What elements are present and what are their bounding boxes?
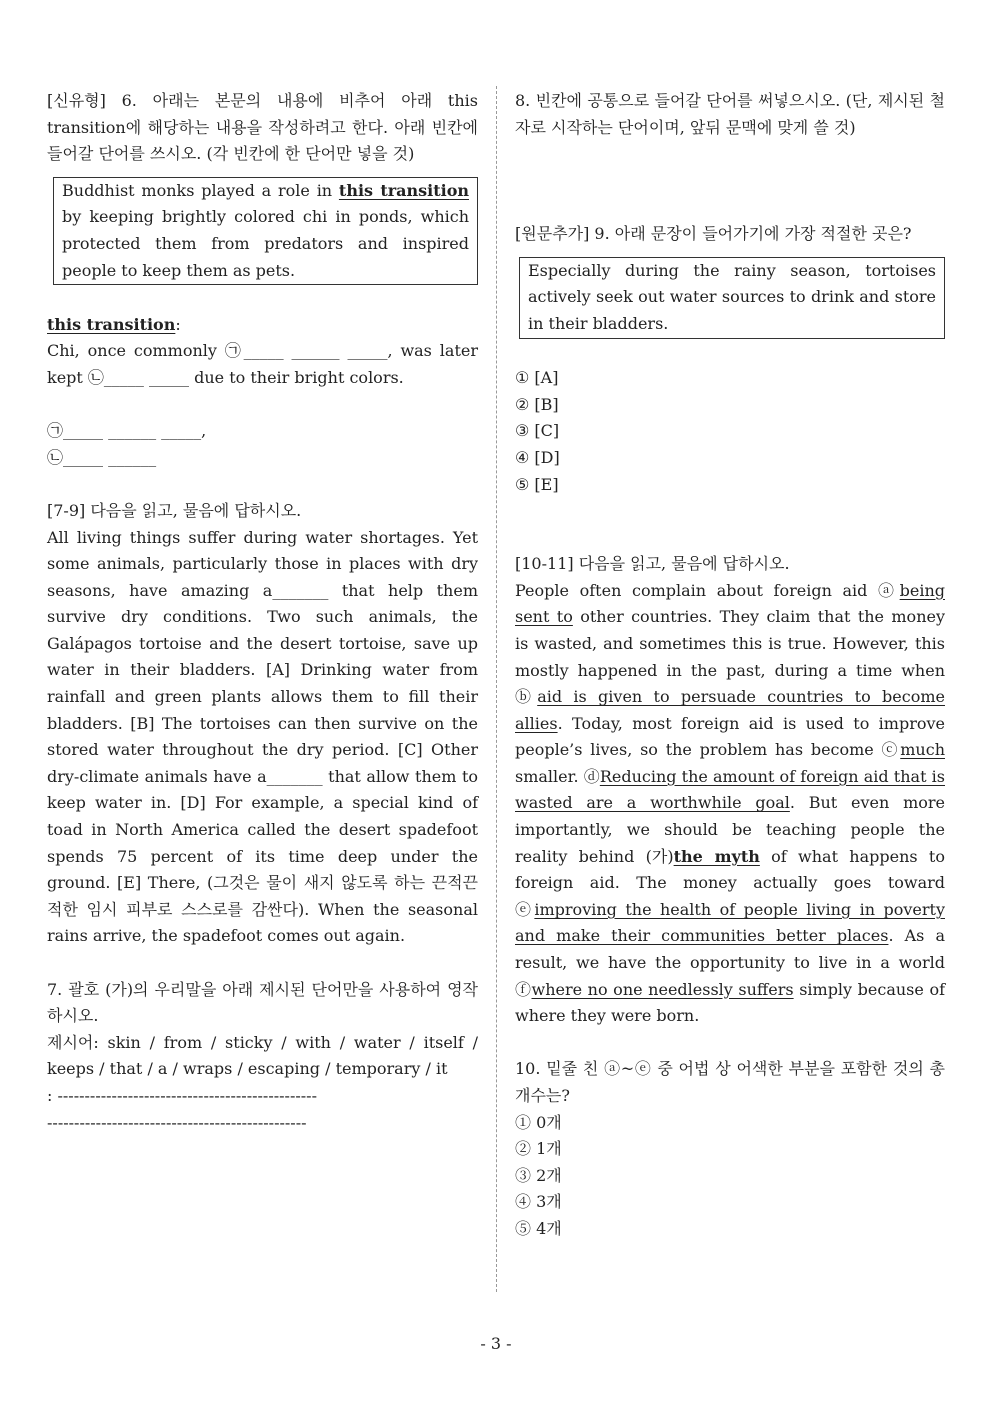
q7-words: 제시어: skin / from / sticky / with / water / itself / keeps / that / a / wraps / escaping / temporary / it	[47, 1032, 478, 1079]
q6-box-post: by keeping brightly colored chi in ponds, which protected them from predators and inspired people to keep them as pets.	[62, 207, 469, 280]
q6-box-pre: Buddhist monks played a role in	[62, 180, 339, 200]
q6-box	[53, 177, 478, 285]
p10-seg-4: smaller. ⓓ	[515, 766, 600, 786]
q6-label-line	[47, 312, 478, 339]
q9-option-4: ④ [D]	[515, 447, 560, 467]
p10-underline-a: being sent to	[515, 580, 945, 627]
p10-seg-6: of what happens to foreign aid. The money actually goes toward ⓔ	[515, 846, 945, 919]
q6-answer-2: ㉡_____ ______	[47, 447, 157, 467]
p10-seg-3: . Today, most foreign aid is used to improve people’s lives, so the problem has become ⓒ	[515, 713, 945, 760]
p10-underline-f: where no one needlessly suffers	[531, 979, 794, 999]
passage-7-9-header: [7-9] 다음을 읽고, 물음에 답하시오.	[47, 500, 302, 520]
q10-option-1: ① 0개	[515, 1112, 562, 1132]
q6-answer-1: ㉠_____ ______ _____,	[47, 421, 207, 441]
p10-underline-c: much	[900, 740, 945, 760]
p10-myth: the myth	[673, 846, 760, 866]
q6-box-term: this transition	[338, 180, 469, 200]
q7-header: 7. 괄호 (가)의 우리말을 아래 제시된 단어만을 사용하여 영작하시오.	[47, 979, 478, 1026]
q6-sentence: Chi, once commonly ㉠_____ ______ _____, was later kept ㉡_____ _____ due to their bright colors.	[47, 341, 478, 387]
p10-underline-b: aid is given to persuade countries to become allies	[515, 687, 945, 733]
q8-header: 8. 빈칸에 공통으로 들어갈 단어를 써넣으시오. (단, 제시된 철자로 시작하는 단어이며, 앞뒤 문맥에 맞게 쓸 것)	[515, 91, 945, 137]
passage-10-11-text	[515, 578, 945, 1030]
q9-option-2: ② [B]	[515, 394, 559, 414]
right-column	[515, 88, 945, 1243]
q10-header: 10. 밑줄 친 ⓐ~ⓔ 중 어법 상 어색한 부분을 포함한 것의 총 개수는?	[515, 1059, 945, 1105]
q10-option-2: ② 1개	[515, 1139, 562, 1159]
p10-underline-e: improving the health of people living in poverty and make their communities better places	[515, 899, 945, 946]
passage-10-11-header: [10-11] 다음을 읽고, 물음에 답하시오.	[515, 554, 790, 574]
q6-label: this transition	[47, 314, 176, 334]
column-divider	[496, 86, 497, 1292]
q10-option-4: ④ 3개	[515, 1192, 562, 1212]
q10-option-5: ⑤ 4개	[515, 1218, 562, 1238]
q9-option-3: ③ [C]	[515, 421, 560, 441]
p10-seg-8: simply because of where they were born.	[515, 979, 945, 1026]
q7-answer-line-1: : ------------------------------------------------	[47, 1085, 317, 1105]
page-number: - 3 -	[480, 1334, 512, 1353]
passage-7-9-text: All living things suffer during water shortages. Yet some animals, particularly those in places with dry seasons, have amazing a_______ that help them survive dry conditions. Two such animals, the Galápagos tortoise and the desert tortoise, save up water in their bladders. [A] Drinking water from rainfall and green plants allows them to fill their bladders. [B] The tortoises can then survive on the stored water throughout the dry period. [C] Other dry-climate animals have a_______ that allow them to keep water in. [D] For example, a special kind of toad in North America called the desert spadefoot spends 75 percent of its time deep under the ground. [E] There, (그것은 물이 새지 않도록 하는 끈적끈적한 임시 피부로 스스로를 감싼다). When the seasonal rains arrive, the spadefoot comes out again.	[47, 527, 478, 946]
q6-header: [신유형] 6. 아래는 본문의 내용에 비추어 아래 this transition에 해당하는 내용을 작성하려고 한다. 아래 빈칸에 들어갈 단어를 쓰시오. (각 빈칸에 한 단어만 넣을 것)	[47, 91, 478, 164]
p10-seg-2: other countries. They claim that the money is wasted, and sometimes this is true. However, this mostly happened in the past, during a time when ⓑ	[515, 607, 946, 707]
q9-option-1: ① [A]	[515, 368, 559, 388]
q10-option-3: ③ 2개	[515, 1165, 562, 1185]
left-column	[47, 88, 478, 1136]
q9-box: Especially during the rainy season, tortoises actively seek out water sources to drink and store in their bladders.	[519, 257, 945, 339]
q7-answer-line-2: ------------------------------------------------	[47, 1112, 307, 1132]
q10-options	[515, 1110, 945, 1243]
p10-seg-5: . But even more importantly, we should be teaching people the reality behind (가)	[515, 793, 945, 866]
q9-header: [원문추가] 9. 아래 문장이 들어가기에 가장 적절한 곳은?	[515, 224, 912, 244]
q6-label-colon: :	[175, 314, 181, 334]
p10-underline-d: Reducing the amount of foreign aid that is wasted are a worthwhile goal	[515, 766, 945, 813]
q9-options	[515, 365, 945, 498]
p10-seg-7: . As a result, we have the opportunity to live in a world ⓕ	[515, 926, 946, 999]
p10-seg-1: People often complain about foreign aid ⓐ	[515, 580, 900, 600]
q9-option-5: ⑤ [E]	[515, 474, 559, 494]
